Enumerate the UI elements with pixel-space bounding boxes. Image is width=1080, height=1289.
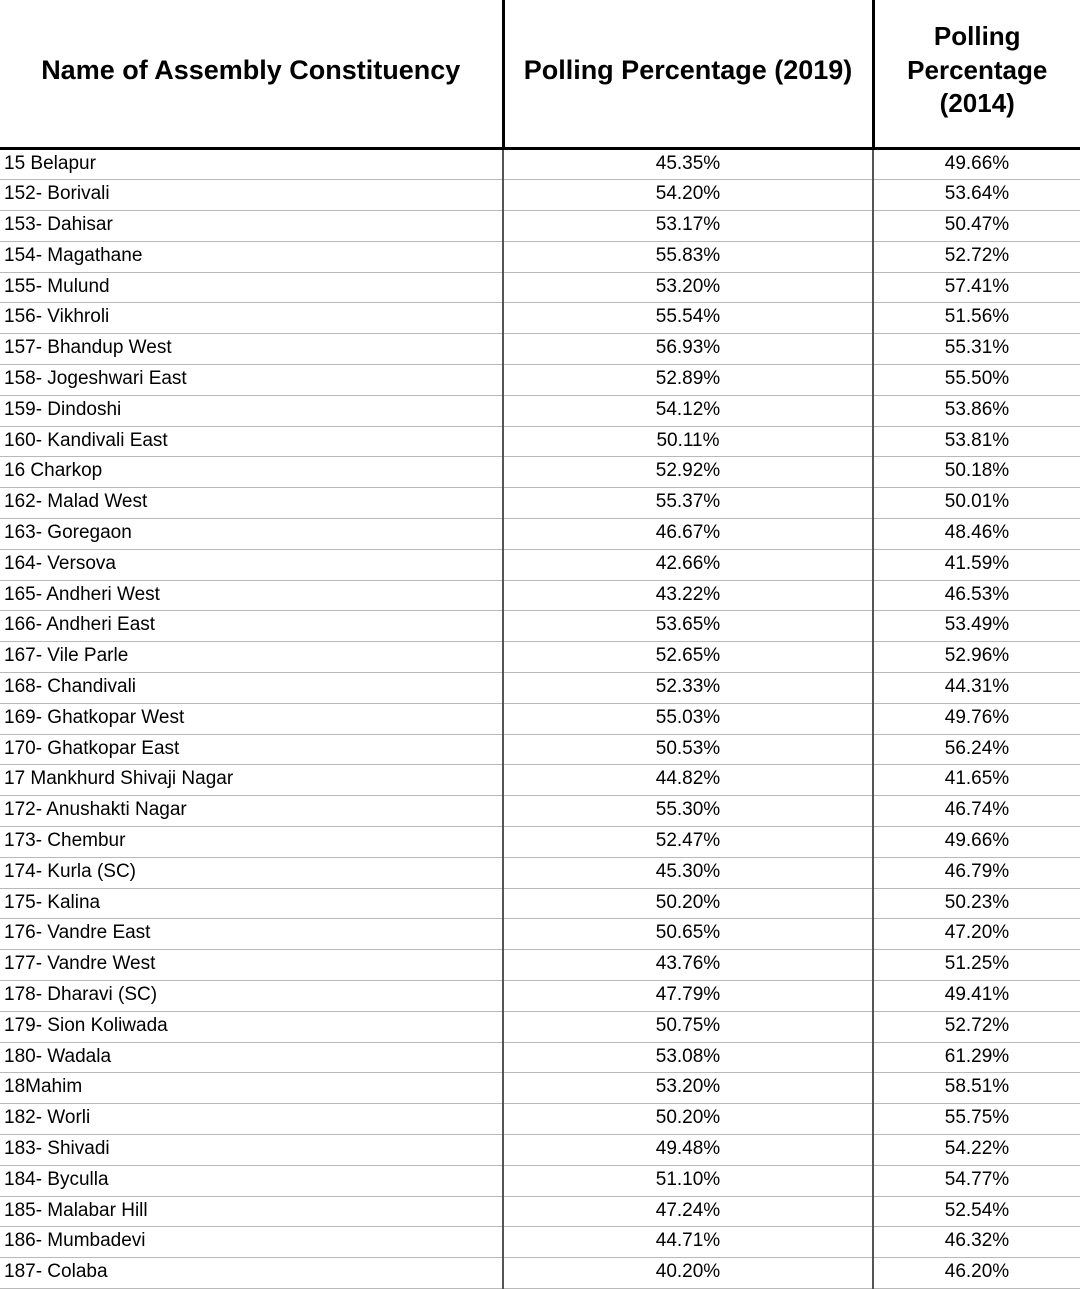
cell-polling-2019: 44.82% <box>503 765 873 796</box>
cell-constituency-name: 184- Byculla <box>0 1165 503 1196</box>
cell-polling-2014: 57.41% <box>873 272 1080 303</box>
table-row <box>0 457 1080 488</box>
cell-polling-2014: 58.51% <box>873 1073 1080 1104</box>
cell-constituency-name: 168- Chandivali <box>0 673 503 704</box>
table-row <box>0 981 1080 1012</box>
table-row <box>0 1165 1080 1196</box>
cell-polling-2014: 61.29% <box>873 1042 1080 1073</box>
cell-constituency-name: 174- Kurla (SC) <box>0 857 503 888</box>
cell-constituency-name: 152- Borivali <box>0 180 503 211</box>
cell-polling-2019: 56.93% <box>503 334 873 365</box>
table-row <box>0 519 1080 550</box>
cell-constituency-name: 156- Vikhroli <box>0 303 503 334</box>
cell-polling-2014: 56.24% <box>873 734 1080 765</box>
cell-constituency-name: 157- Bhandup West <box>0 334 503 365</box>
cell-constituency-name: 169- Ghatkopar West <box>0 703 503 734</box>
table-row <box>0 395 1080 426</box>
cell-constituency-name: 15 Belapur <box>0 148 503 180</box>
cell-polling-2014: 49.41% <box>873 981 1080 1012</box>
cell-polling-2014: 55.50% <box>873 365 1080 396</box>
table-row <box>0 241 1080 272</box>
cell-polling-2019: 52.92% <box>503 457 873 488</box>
cell-polling-2014: 47.20% <box>873 919 1080 950</box>
table-row <box>0 1196 1080 1227</box>
cell-polling-2019: 45.35% <box>503 148 873 180</box>
cell-polling-2019: 42.66% <box>503 549 873 580</box>
table-row <box>0 365 1080 396</box>
cell-polling-2019: 43.22% <box>503 580 873 611</box>
table-row <box>0 919 1080 950</box>
cell-polling-2019: 49.48% <box>503 1135 873 1166</box>
cell-polling-2014: 46.20% <box>873 1258 1080 1289</box>
cell-polling-2014: 55.31% <box>873 334 1080 365</box>
cell-constituency-name: 166- Andheri East <box>0 611 503 642</box>
table-row <box>0 1135 1080 1166</box>
table-row <box>0 888 1080 919</box>
cell-polling-2019: 50.20% <box>503 1104 873 1135</box>
cell-constituency-name: 17 Mankhurd Shivaji Nagar <box>0 765 503 796</box>
cell-polling-2019: 50.53% <box>503 734 873 765</box>
cell-polling-2014: 52.96% <box>873 642 1080 673</box>
table-row <box>0 580 1080 611</box>
cell-constituency-name: 167- Vile Parle <box>0 642 503 673</box>
table-row <box>0 611 1080 642</box>
table-body <box>0 148 1080 1288</box>
cell-constituency-name: 162- Malad West <box>0 488 503 519</box>
cell-polling-2019: 53.17% <box>503 211 873 242</box>
cell-polling-2014: 52.54% <box>873 1196 1080 1227</box>
cell-polling-2014: 52.72% <box>873 241 1080 272</box>
cell-constituency-name: 18Mahim <box>0 1073 503 1104</box>
cell-polling-2014: 49.66% <box>873 827 1080 858</box>
table-row <box>0 334 1080 365</box>
table-row <box>0 1073 1080 1104</box>
cell-polling-2019: 55.54% <box>503 303 873 334</box>
cell-polling-2014: 54.77% <box>873 1165 1080 1196</box>
table-row <box>0 796 1080 827</box>
cell-constituency-name: 153- Dahisar <box>0 211 503 242</box>
cell-polling-2019: 45.30% <box>503 857 873 888</box>
table-row <box>0 1227 1080 1258</box>
table-row <box>0 703 1080 734</box>
cell-constituency-name: 177- Vandre West <box>0 950 503 981</box>
cell-constituency-name: 173- Chembur <box>0 827 503 858</box>
cell-polling-2019: 54.20% <box>503 180 873 211</box>
cell-polling-2014: 41.59% <box>873 549 1080 580</box>
cell-polling-2019: 52.89% <box>503 365 873 396</box>
cell-polling-2014: 50.01% <box>873 488 1080 519</box>
cell-polling-2014: 49.66% <box>873 148 1080 180</box>
table-row <box>0 1011 1080 1042</box>
cell-polling-2014: 44.31% <box>873 673 1080 704</box>
cell-constituency-name: 187- Colaba <box>0 1258 503 1289</box>
table-row <box>0 488 1080 519</box>
cell-polling-2014: 55.75% <box>873 1104 1080 1135</box>
cell-constituency-name: 154- Magathane <box>0 241 503 272</box>
cell-constituency-name: 183- Shivadi <box>0 1135 503 1166</box>
cell-constituency-name: 180- Wadala <box>0 1042 503 1073</box>
cell-polling-2019: 55.83% <box>503 241 873 272</box>
cell-constituency-name: 163- Goregaon <box>0 519 503 550</box>
cell-polling-2019: 40.20% <box>503 1258 873 1289</box>
cell-polling-2014: 53.49% <box>873 611 1080 642</box>
cell-constituency-name: 160- Kandivali East <box>0 426 503 457</box>
cell-constituency-name: 164- Versova <box>0 549 503 580</box>
cell-constituency-name: 175- Kalina <box>0 888 503 919</box>
table-row <box>0 1258 1080 1289</box>
cell-constituency-name: 158- Jogeshwari East <box>0 365 503 396</box>
cell-polling-2019: 46.67% <box>503 519 873 550</box>
cell-polling-2019: 50.75% <box>503 1011 873 1042</box>
table-row <box>0 673 1080 704</box>
cell-constituency-name: 182- Worli <box>0 1104 503 1135</box>
table-row <box>0 426 1080 457</box>
cell-polling-2019: 53.08% <box>503 1042 873 1073</box>
cell-polling-2019: 53.65% <box>503 611 873 642</box>
cell-polling-2019: 47.24% <box>503 1196 873 1227</box>
table-row <box>0 1042 1080 1073</box>
table-row <box>0 765 1080 796</box>
cell-polling-2019: 55.37% <box>503 488 873 519</box>
cell-polling-2014: 46.53% <box>873 580 1080 611</box>
cell-polling-2014: 50.23% <box>873 888 1080 919</box>
cell-polling-2019: 51.10% <box>503 1165 873 1196</box>
cell-polling-2014: 51.25% <box>873 950 1080 981</box>
table-row <box>0 272 1080 303</box>
cell-constituency-name: 185- Malabar Hill <box>0 1196 503 1227</box>
table-row <box>0 734 1080 765</box>
cell-polling-2014: 48.46% <box>873 519 1080 550</box>
table-row <box>0 950 1080 981</box>
cell-polling-2014: 41.65% <box>873 765 1080 796</box>
cell-polling-2014: 53.81% <box>873 426 1080 457</box>
cell-polling-2019: 55.03% <box>503 703 873 734</box>
cell-polling-2019: 44.71% <box>503 1227 873 1258</box>
cell-constituency-name: 16 Charkop <box>0 457 503 488</box>
cell-polling-2014: 54.22% <box>873 1135 1080 1166</box>
cell-polling-2014: 52.72% <box>873 1011 1080 1042</box>
cell-constituency-name: 186- Mumbadevi <box>0 1227 503 1258</box>
column-header-polling-2019: Polling Percentage (2019) <box>503 0 873 148</box>
cell-polling-2019: 47.79% <box>503 981 873 1012</box>
cell-constituency-name: 159- Dindoshi <box>0 395 503 426</box>
cell-polling-2019: 55.30% <box>503 796 873 827</box>
cell-constituency-name: 172- Anushakti Nagar <box>0 796 503 827</box>
table-row <box>0 303 1080 334</box>
table-row <box>0 1104 1080 1135</box>
table-header-row <box>0 0 1080 148</box>
cell-polling-2014: 50.18% <box>873 457 1080 488</box>
cell-constituency-name: 179- Sion Koliwada <box>0 1011 503 1042</box>
cell-polling-2019: 50.11% <box>503 426 873 457</box>
table-row <box>0 642 1080 673</box>
cell-polling-2019: 43.76% <box>503 950 873 981</box>
cell-polling-2019: 54.12% <box>503 395 873 426</box>
table-row <box>0 827 1080 858</box>
table-row <box>0 549 1080 580</box>
cell-polling-2014: 46.79% <box>873 857 1080 888</box>
column-header-polling-2014: Polling Percentage (2014) <box>873 0 1080 148</box>
table-header <box>0 0 1080 148</box>
cell-polling-2019: 52.47% <box>503 827 873 858</box>
cell-constituency-name: 155- Mulund <box>0 272 503 303</box>
cell-polling-2014: 46.32% <box>873 1227 1080 1258</box>
cell-polling-2014: 53.86% <box>873 395 1080 426</box>
column-header-constituency: Name of Assembly Constituency <box>0 0 503 148</box>
cell-polling-2019: 50.65% <box>503 919 873 950</box>
cell-polling-2014: 46.74% <box>873 796 1080 827</box>
cell-polling-2014: 51.56% <box>873 303 1080 334</box>
cell-constituency-name: 165- Andheri West <box>0 580 503 611</box>
cell-constituency-name: 170- Ghatkopar East <box>0 734 503 765</box>
cell-polling-2019: 53.20% <box>503 1073 873 1104</box>
table-row <box>0 857 1080 888</box>
cell-polling-2019: 52.65% <box>503 642 873 673</box>
cell-polling-2019: 53.20% <box>503 272 873 303</box>
table-row <box>0 148 1080 180</box>
cell-polling-2014: 50.47% <box>873 211 1080 242</box>
cell-constituency-name: 176- Vandre East <box>0 919 503 950</box>
table-row <box>0 211 1080 242</box>
cell-polling-2014: 53.64% <box>873 180 1080 211</box>
cell-polling-2019: 52.33% <box>503 673 873 704</box>
cell-polling-2019: 50.20% <box>503 888 873 919</box>
cell-polling-2014: 49.76% <box>873 703 1080 734</box>
cell-constituency-name: 178- Dharavi (SC) <box>0 981 503 1012</box>
table-row <box>0 180 1080 211</box>
